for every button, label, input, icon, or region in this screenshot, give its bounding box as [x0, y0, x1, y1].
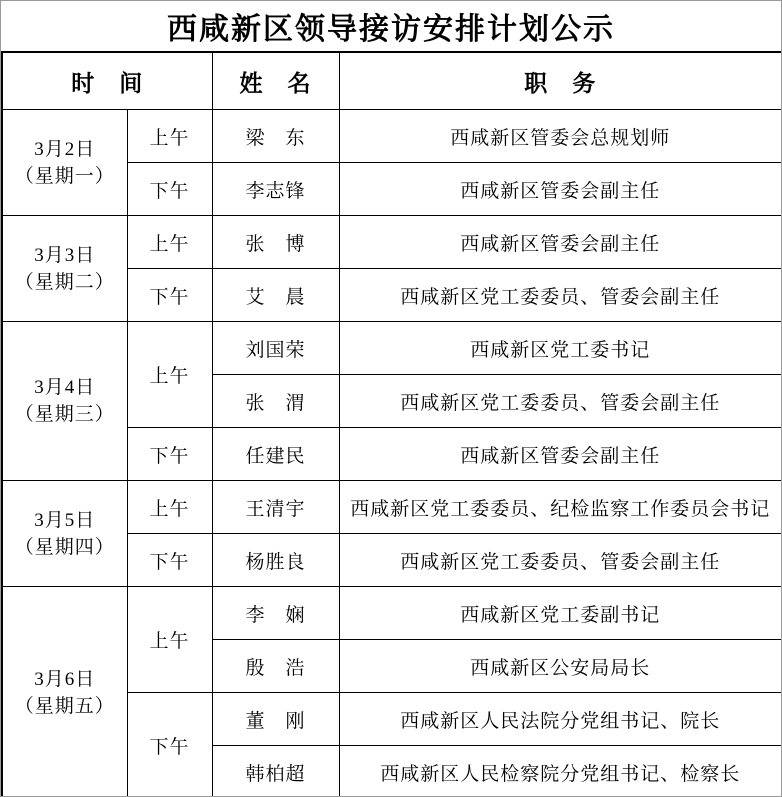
name-cell: 李 娴 — [212, 587, 339, 640]
table-row — [2, 587, 782, 640]
name-cell: 张 博 — [212, 216, 339, 269]
date-line2: （星期二） — [14, 271, 115, 293]
date-line2: （星期三） — [14, 404, 115, 425]
header-name: 姓 名 — [212, 52, 339, 110]
date-line1: 3月2日 — [34, 138, 96, 160]
position-cell: 西咸新区党工委书记 — [339, 322, 782, 375]
date-line2: （星期四） — [14, 536, 115, 558]
position-cell: 西咸新区党工委委员、纪检监察工作委员会书记 — [339, 481, 782, 534]
name-cell: 艾 晨 — [212, 269, 339, 322]
date-line1: 3月6日 — [34, 668, 96, 690]
position-cell: 西咸新区管委会副主任 — [339, 163, 782, 216]
date-line2: （星期一） — [14, 165, 115, 187]
name-cell: 杨胜良 — [212, 534, 339, 587]
period-cell: 上午 — [127, 587, 212, 693]
position-cell: 西咸新区管委会总规划师 — [339, 110, 782, 163]
name-cell: 韩柏超 — [212, 746, 339, 797]
period-cell: 上午 — [127, 322, 212, 428]
name-cell: 张 渭 — [212, 375, 339, 428]
period-cell: 上午 — [127, 110, 212, 163]
name-cell: 任建民 — [212, 428, 339, 481]
name-cell: 殷 浩 — [212, 640, 339, 693]
date-line1: 3月5日 — [34, 509, 96, 531]
table-row — [2, 216, 782, 269]
table-header-row — [2, 52, 782, 110]
table-row — [2, 322, 782, 375]
position-cell: 西咸新区人民检察院分党组书记、检察长 — [339, 746, 782, 797]
position-cell: 西咸新区管委会副主任 — [339, 428, 782, 481]
name-cell: 李志锋 — [212, 163, 339, 216]
position-cell: 西咸新区党工委委员、管委会副主任 — [339, 534, 782, 587]
period-cell: 下午 — [127, 534, 212, 587]
header-position: 职 务 — [339, 52, 782, 110]
table-row — [2, 110, 782, 163]
date-cell-mar4 — [2, 322, 127, 481]
date-cell-mar5 — [2, 481, 127, 587]
position-cell: 西咸新区公安局局长 — [339, 640, 782, 693]
date-line1: 3月3日 — [34, 244, 96, 266]
table-row — [2, 481, 782, 534]
position-cell: 西咸新区管委会副主任 — [339, 216, 782, 269]
page-title: 西咸新区领导接访安排计划公示 — [167, 13, 615, 46]
date-cell-mar2 — [2, 110, 127, 216]
date-line1: 3月4日 — [34, 377, 96, 398]
date-cell-mar6 — [2, 587, 127, 797]
period-cell: 下午 — [127, 269, 212, 322]
date-cell-mar3 — [2, 216, 127, 322]
period-cell: 上午 — [127, 481, 212, 534]
schedule-table — [1, 51, 782, 797]
period-cell: 下午 — [127, 693, 212, 797]
name-cell: 刘国荣 — [212, 322, 339, 375]
period-cell: 下午 — [127, 428, 212, 481]
date-line2: （星期五） — [14, 695, 115, 717]
name-cell: 梁 东 — [212, 110, 339, 163]
position-cell: 西咸新区人民法院分党组书记、院长 — [339, 693, 782, 746]
name-cell: 王清宇 — [212, 481, 339, 534]
period-cell: 上午 — [127, 216, 212, 269]
name-cell: 董 刚 — [212, 693, 339, 746]
header-time: 时 间 — [2, 52, 212, 110]
position-cell: 西咸新区党工委委员、管委会副主任 — [339, 375, 782, 428]
position-cell: 西咸新区党工委委员、管委会副主任 — [339, 269, 782, 322]
position-cell: 西咸新区党工委副书记 — [339, 587, 782, 640]
period-cell: 下午 — [127, 163, 212, 216]
